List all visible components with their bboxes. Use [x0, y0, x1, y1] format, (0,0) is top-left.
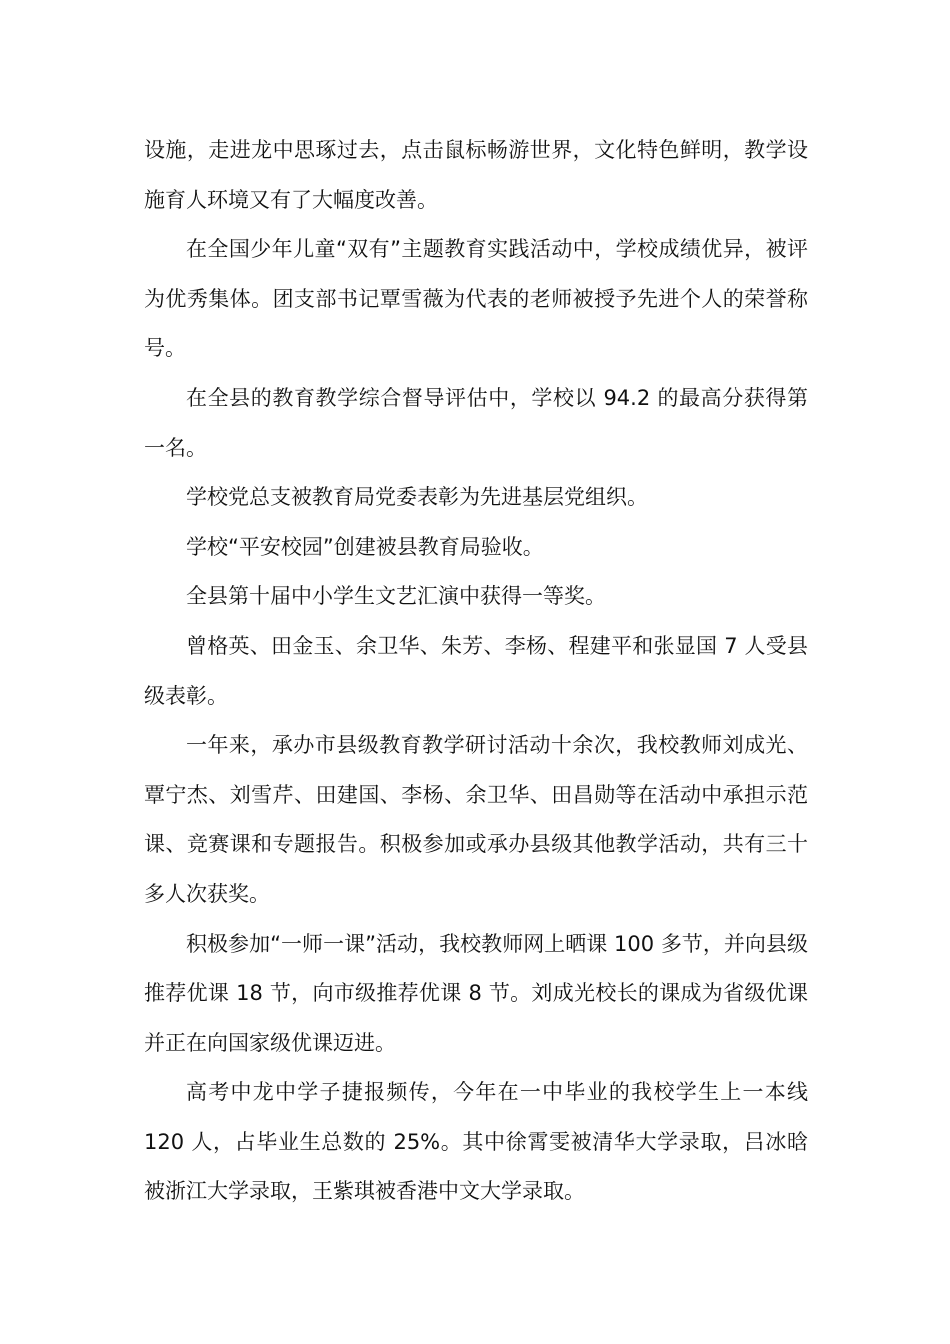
- paragraph-county-commendation: 曾格英、田金玉、余卫华、朱芳、李杨、程建平和张显国 7 人受县级表彰。: [144, 633, 808, 708]
- paragraph-art-performance: 全县第十届中小学生文艺汇演中获得一等奖。: [186, 584, 606, 609]
- paragraph-shuangyou-award: 在全国少年儿童“双有”主题教育实践活动中，学校成绩优异，被评为优秀集体。团支部书记覃雪薇为代表的老师被授予先进个人的荣誉称号。: [144, 237, 808, 361]
- paragraph-college-entrance: 高考中龙中学子捷报频传，今年在一中毕业的我校学生上一本线 120 人，占毕业生总数的 25%。其中徐霄雯被清华大学录取，吕冰晗被浙江大学录取，王紫琪被香港中文大学录取。: [144, 1080, 808, 1204]
- paragraph-teaching-research: 一年来，承办市县级教育教学研讨活动十余次，我校教师刘成光、覃宁杰、刘雪芹、田建国、李杨、余卫华、田昌勋等在活动中承担示范课、竞赛课和专题报告。积极参加或承办县级其他教学活动，共有三十多人次获奖。: [144, 733, 808, 906]
- paragraph-one-teacher-one-lesson: 积极参加“一师一课”活动，我校教师网上晒课 100 多节，并向县级推荐优课 18 节，向市级推荐优课 8 节。刘成光校长的课成为省级优课并正在向国家级优课迈进。: [144, 931, 808, 1055]
- paragraph-facilities: 设施，走进龙中思琢过去，点击鼠标畅游世界，文化特色鲜明，教学设施育人环境又有了大幅度改善。: [144, 138, 808, 212]
- paragraph-safe-campus: 学校“平安校园”创建被县教育局验收。: [186, 534, 544, 559]
- paragraph-evaluation-first: 在全县的教育教学综合督导评估中，学校以 94.2 的最高分获得第一名。: [144, 385, 808, 460]
- document-body: [144, 126, 808, 1217]
- paragraph-party-branch: 学校党总支被教育局党委表彰为先进基层党组织。: [186, 485, 648, 510]
